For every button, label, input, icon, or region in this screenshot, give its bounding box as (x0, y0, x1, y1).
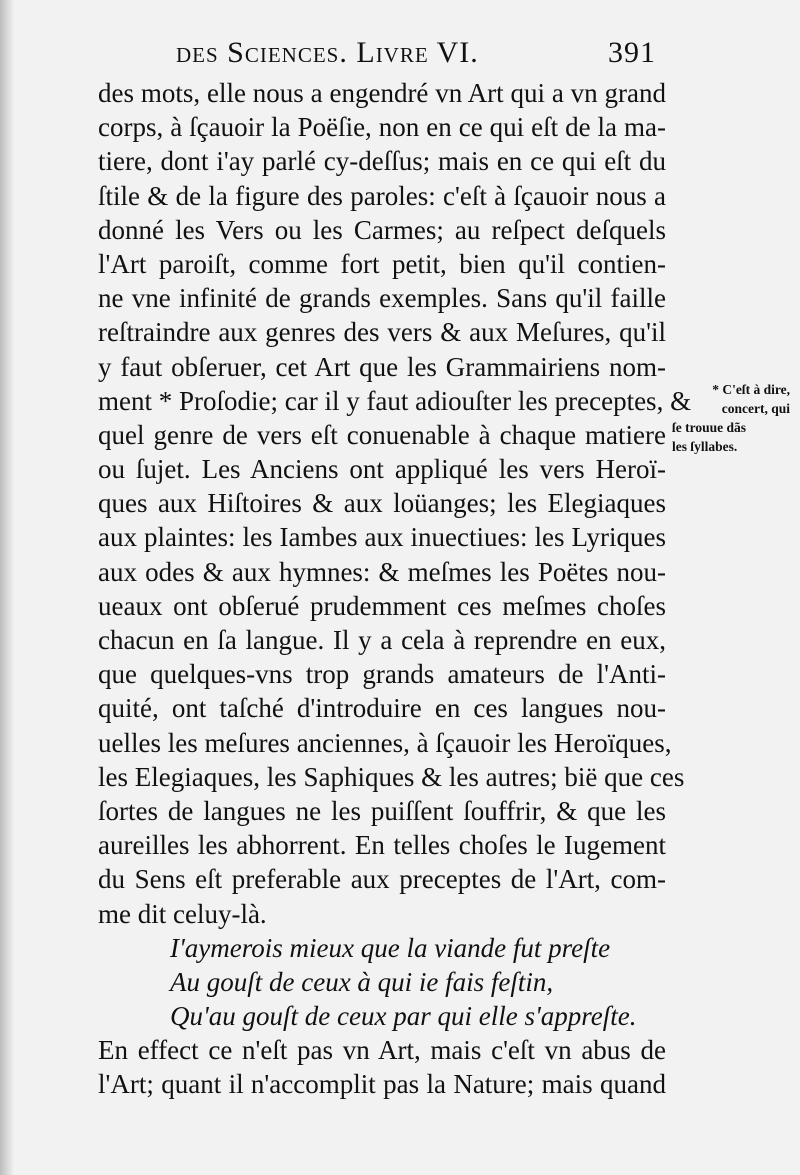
text-line: uelles les meſures anciennes, à ſçauoir les Heroïques, (98, 727, 672, 758)
text-line: aux plaintes: les Iambes aux inuectiues: les Lyriques (98, 522, 666, 553)
text-line: ſtile & de la figure des paroles: c'eſt à ſçauoir nous a (98, 180, 666, 211)
marginal-note-line: concert, qui (721, 401, 790, 416)
text-line: donné les Vers ou les Carmes; au reſpect deſquels (98, 214, 666, 245)
text-line: tiere, dont i'ay parlé cy-deſſus; mais en ce qui eſt du (98, 146, 666, 177)
marginal-note-line: les ſyllabes. (672, 439, 738, 454)
marginal-note-line: * C'eſt à dire, (712, 382, 790, 397)
text-line: quité, ont taſché d'introduire en ces langues nou- (98, 693, 666, 724)
marginal-note-line: ſe trouue dãs (672, 420, 747, 435)
text-line: En effect ce n'eſt pas vn Art, mais c'eſt vn abus de (98, 1035, 666, 1066)
text-line: ſortes de langues ne les puiſſent ſouffrir, & que les (98, 795, 666, 826)
text-line: aureilles les abhorrent. En telles choſes le Iugement (98, 830, 666, 861)
text-line: y faut obſeruer, cet Art que les Grammairiens nom- (98, 351, 666, 382)
marginal-note (672, 380, 790, 456)
verse-line: I'aymerois mieux que la viande fut preſte (170, 932, 611, 963)
text-line: l'Art paroiſt, comme fort petit, bien qu'il contien- (98, 248, 666, 279)
text-line: que quelques-vns trop grands amateurs de l'Anti- (98, 659, 666, 690)
text-line: ou ſujet. Les Anciens ont appliqué les vers Heroï- (98, 454, 666, 485)
text-line: me dit celuy-là. (98, 898, 267, 929)
page-gutter-shadow (0, 0, 14, 1175)
text-line: quel genre de vers eſt conuenable à chaque matiere (98, 419, 666, 450)
text-line: ques aux Hiſtoires & aux loüanges; les Elegiaques (98, 488, 666, 519)
text-line: du Sens eſt preferable aux preceptes de l'Art, com- (98, 864, 666, 895)
text-line: reſtraindre aux genres des vers & aux Meſures, qu'il (98, 317, 666, 348)
text-line: ueaux ont obſerué prudemment ces meſmes choſes (98, 590, 666, 621)
text-line: aux odes & aux hymnes: & meſmes les Poëtes nou- (98, 556, 666, 587)
page-number: 391 (608, 36, 656, 69)
text-line: ment * Proſodie; car il y faut adiouſter les preceptes, & (98, 385, 692, 416)
text-line: l'Art; quant il n'accomplit pas la Nature; mais quand (98, 1069, 666, 1100)
text-line: ne vne infinité de grands exemples. Sans qu'il faille (98, 283, 666, 314)
verse-line: Qu'au gouſt de ceux par qui elle s'appreſte. (170, 1001, 637, 1032)
verse-line: Au gouſt de ceux à qui ie fais feſtin, (170, 966, 554, 997)
text-line: des mots, elle nous a engendré vn Art qui a vn grand (98, 78, 666, 108)
text-line: les Elegiaques, les Saphiques & les autres; bië que ces (98, 761, 685, 792)
running-title: des Sciences. Livre VI. (176, 36, 479, 69)
text-line: corps, à ſçauoir la Poëſie, non en ce qui eſt de la ma- (98, 112, 666, 143)
main-text-block (98, 76, 692, 1102)
running-header (176, 36, 656, 76)
text-line: chacun en ſa langue. Il y a cela à reprendre en eux, (98, 625, 666, 655)
